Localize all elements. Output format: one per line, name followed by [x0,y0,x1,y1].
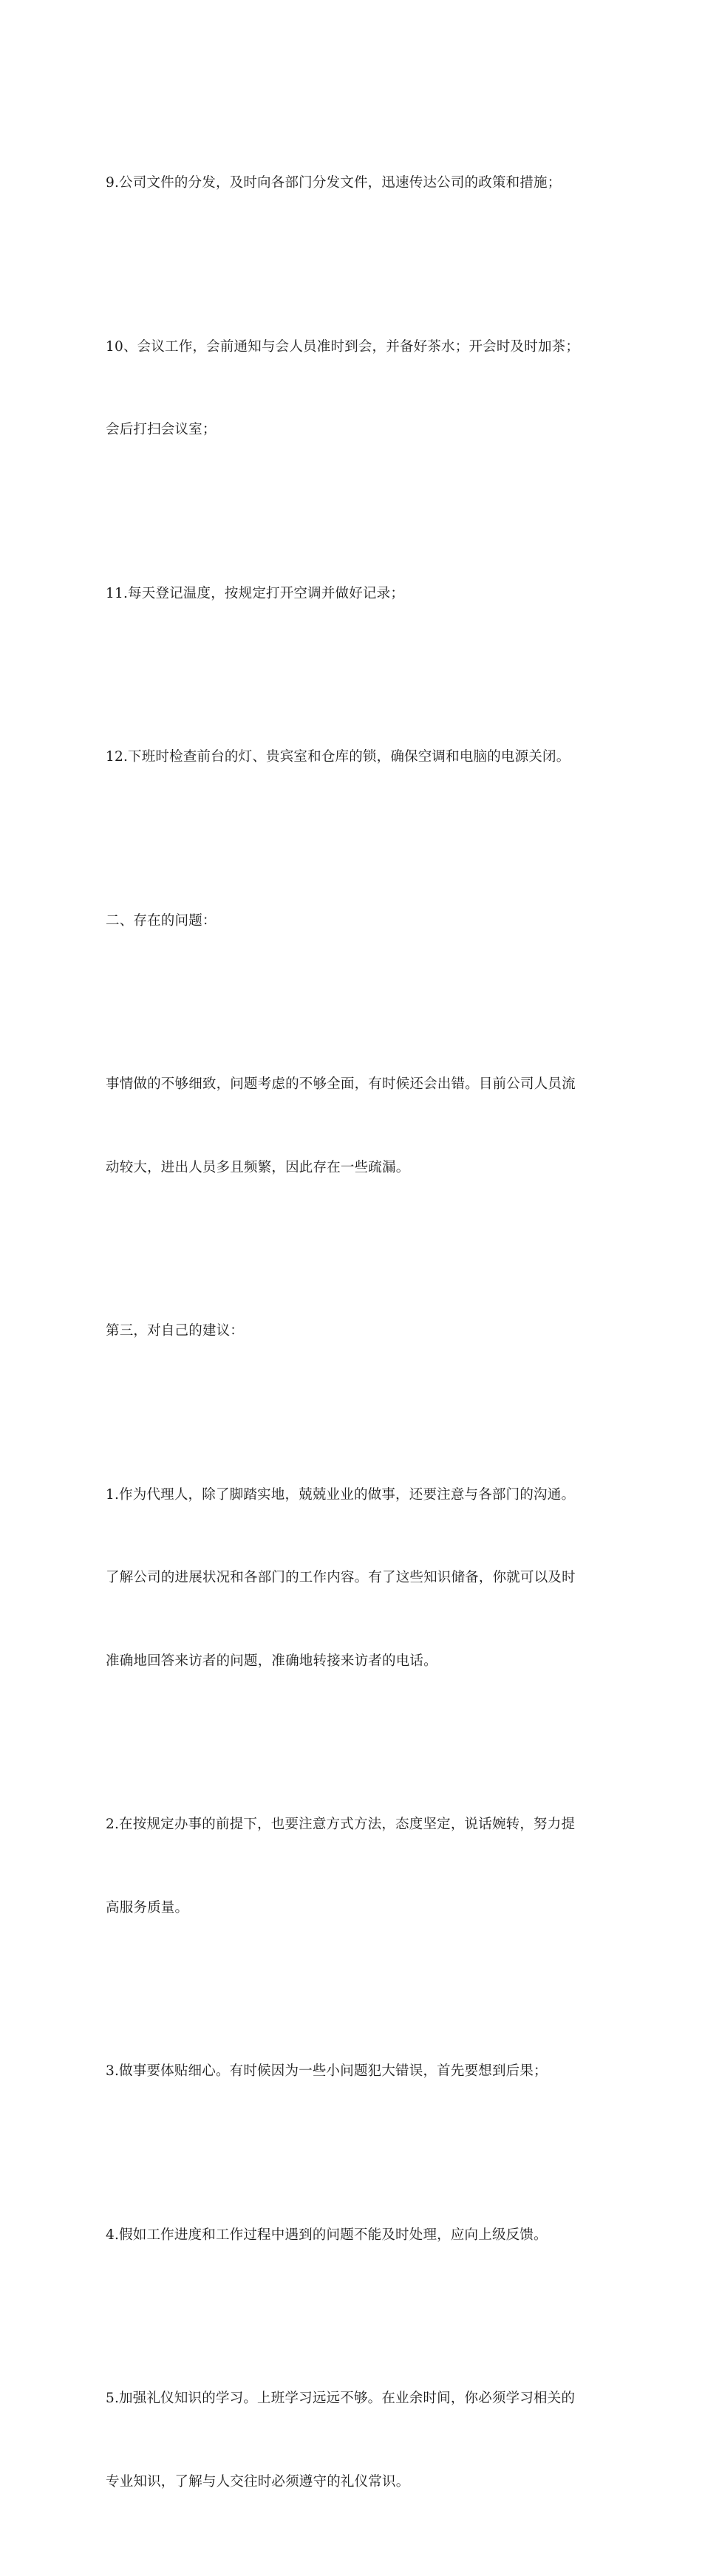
section-heading-problems [106,852,593,991]
paragraph-item-9 [106,114,593,253]
section-heading-suggestions [106,1262,593,1401]
document-body [106,114,593,2576]
paragraph-line: 了解公司的进展状况和各部门的工作内容。有了这些知识储备，你就可以及时 [106,1570,576,1585]
paragraph-line: 会后打扫会议室； [106,422,217,437]
paragraph-item-12 [106,688,593,827]
paragraph-line: 12.下班时检查前台的灯、贵宾室和仓库的锁，确保空调和电脑的电源关闭。 [106,749,570,765]
paragraph-line: 高服务质量。 [106,1899,189,1916]
paragraph-line: 2.在按规定办事的前提下，也要注意方式方法，态度坚定，说话婉转，努力提 [106,1817,576,1832]
suggestion-item-4 [106,2166,593,2305]
suggestion-item-1 [106,1426,593,1731]
paragraph-line: 9.公司文件的分发，及时向各部门分发文件，迅速传达公司的政策和措施； [106,175,562,191]
suggestion-item-5 [106,2329,593,2551]
paragraph-line: 动较大，进出人员多且频繁，因此存在一些疏漏。 [106,1159,410,1175]
paragraph-line: 4.假如工作进度和工作过程中遇到的问题不能及时处理，应向上级反馈。 [106,2227,548,2243]
paragraph-line: 10、会议工作，会前通知与会人员准时到会，并备好茶水；开会时及时加茶； [106,338,580,355]
suggestion-item-2 [106,1755,593,1977]
paragraph-line: 专业知识，了解与人交往时必须遵守的礼仪常识。 [106,2473,410,2490]
suggestion-item-3 [106,2002,593,2141]
paragraph-line: 准确地回答来访者的问题，准确地转接来访者的电话。 [106,1653,437,1669]
paragraph-line: 1.作为代理人，除了脚踏实地，兢兢业业的做事，还要注意与各部门的沟通。 [106,1486,576,1503]
paragraph-line: 二、存在的问题： [106,912,217,929]
paragraph-item-11 [106,525,593,663]
paragraph-problems [106,1015,593,1237]
paragraph-line: 事情做的不够细致，问题考虑的不够全面，有时候还会出错。目前公司人员流 [106,1076,576,1092]
paragraph-line: 11.每天登记温度，按规定打开空调并做好记录； [106,585,405,601]
paragraph-line: 5.加强礼仪知识的学习。上班学习远远不够。在业余时间，你必须学习相关的 [106,2391,576,2406]
paragraph-item-10 [106,278,593,499]
paragraph-line: 3.做事要体贴细心。有时候因为一些小问题犯大错误，首先要想到后果； [106,2063,548,2079]
paragraph-line: 第三，对自己的建议： [106,1323,245,1339]
